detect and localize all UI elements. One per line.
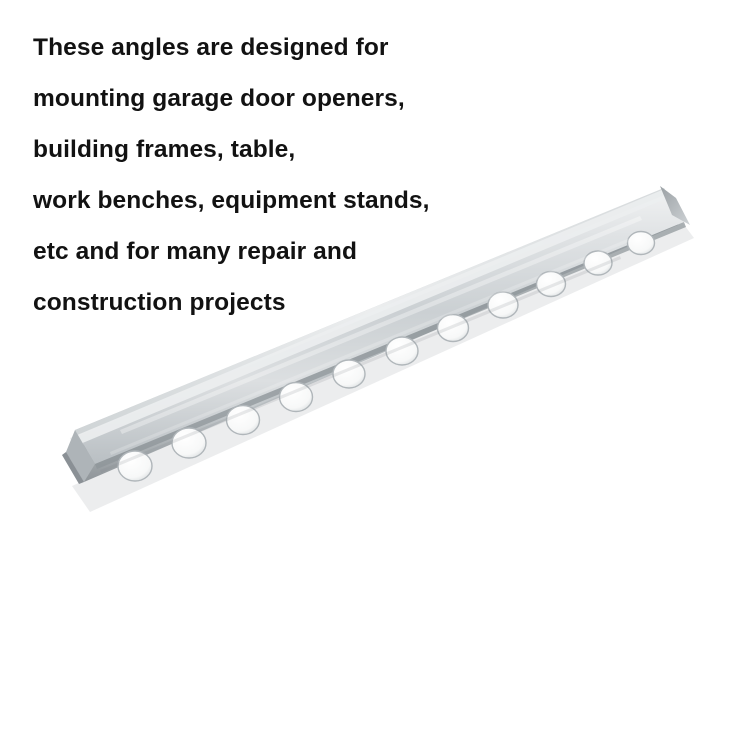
caption-line: building frames, table, [33, 136, 296, 163]
caption-line: These angles are designed for [33, 34, 389, 61]
caption-line: etc and for many repair and [33, 238, 358, 265]
caption-block [33, 22, 593, 328]
caption-line: construction projects [33, 289, 286, 316]
caption-line: mounting garage door openers, [33, 85, 405, 112]
caption-line: work benches, equipment stands, [33, 187, 430, 214]
